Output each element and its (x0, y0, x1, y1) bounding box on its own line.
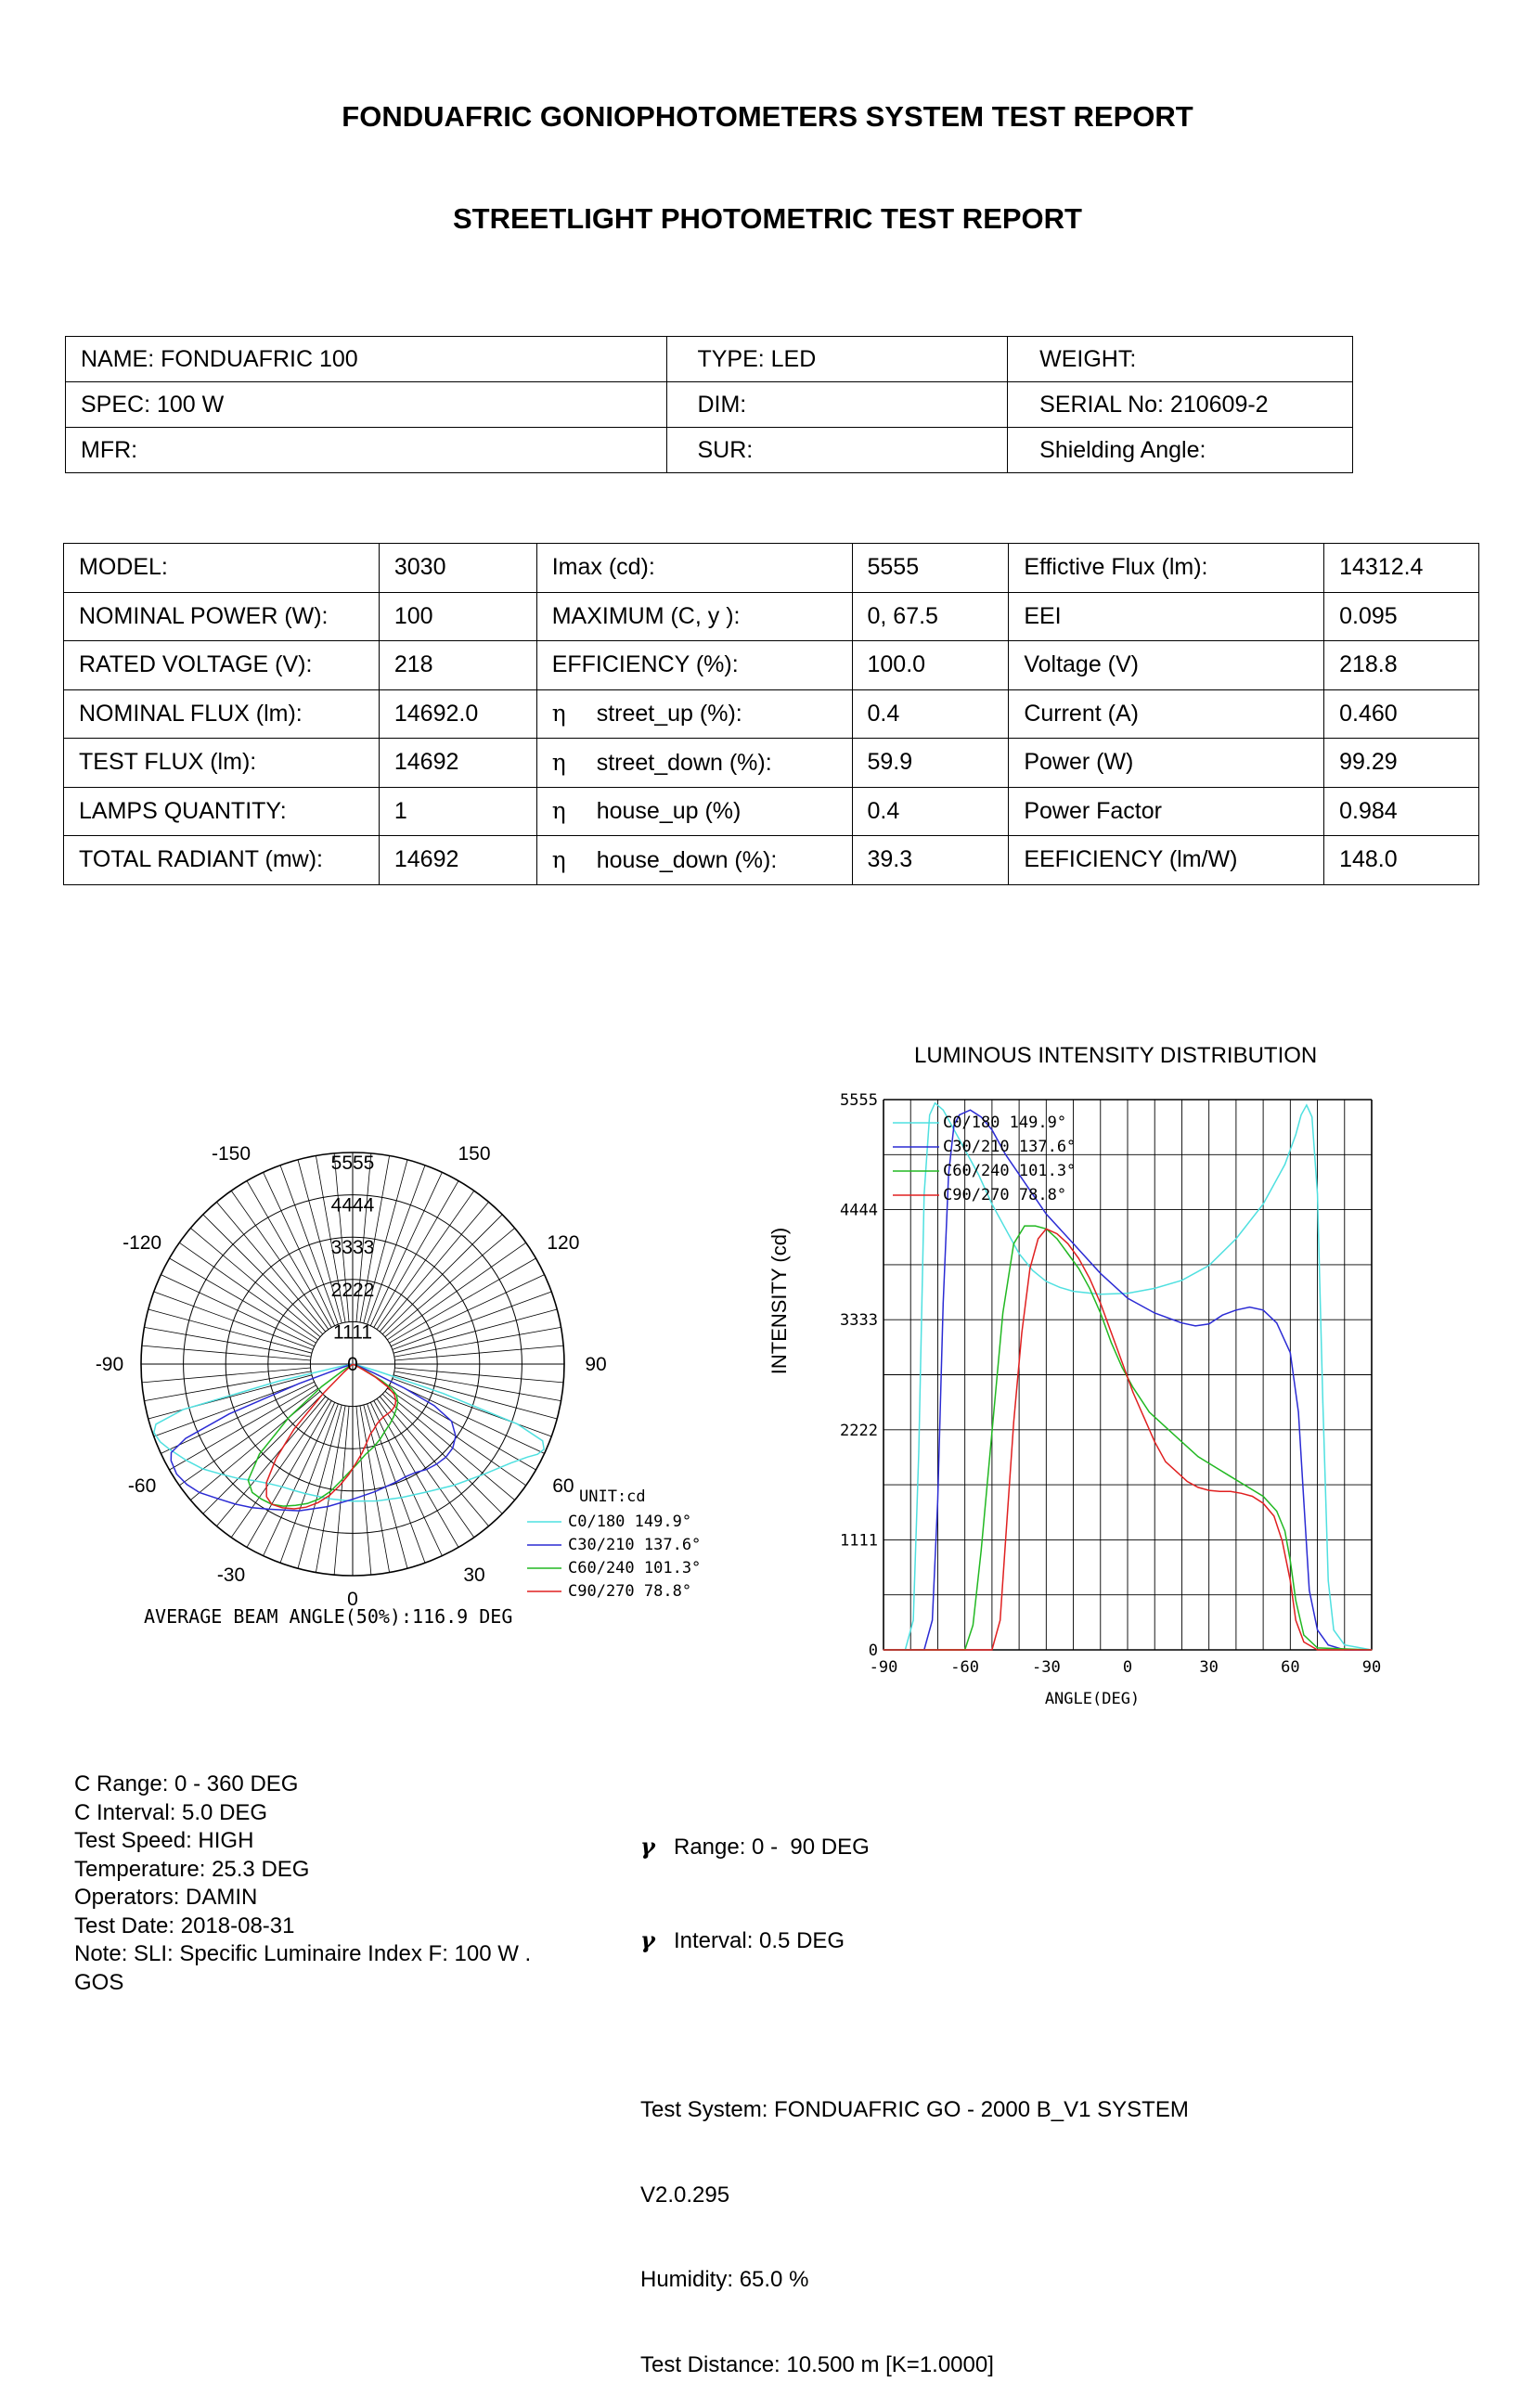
polar-spoke (374, 1181, 458, 1328)
spec-value: 99.29 (1324, 739, 1479, 788)
polar-spoke (316, 1406, 345, 1573)
data-point (1143, 1417, 1144, 1418)
spec-value: 0.095 (1324, 592, 1479, 641)
data-point (970, 1110, 971, 1111)
y-tick-label: 5555 (840, 1091, 878, 1110)
spec-label: TEST FLUX (lm): (64, 739, 380, 788)
polar-spoke (190, 1391, 320, 1500)
data-point (1005, 1540, 1006, 1541)
spec-label: Current (A) (1009, 689, 1324, 739)
data-point (1013, 1243, 1014, 1244)
polar-angle-label: -90 (95, 1354, 124, 1375)
data-point (1241, 1493, 1242, 1494)
spec-label: TOTAL RADIANT (mw): (64, 836, 380, 885)
legend-entry: C60/240 101.3° (943, 1162, 1077, 1180)
data-point (1100, 1303, 1101, 1304)
data-point (1290, 1352, 1291, 1353)
polar-spoke (170, 1258, 316, 1343)
test-distance: Test Distance: 10.500 m [K=1.0000] (640, 2351, 994, 2377)
data-point (1132, 1387, 1133, 1388)
spec-label (536, 787, 852, 836)
data-point (1334, 1629, 1335, 1630)
polar-spoke (264, 1402, 335, 1555)
table-row (64, 787, 1479, 836)
y-tick-label: 2222 (840, 1421, 878, 1440)
software-version: V2.0.295 (640, 2182, 730, 2208)
data-point (1195, 1325, 1196, 1326)
data-point (937, 1500, 938, 1501)
spec-label (536, 836, 852, 885)
data-point (1317, 1647, 1318, 1648)
polar-angle-label: -60 (127, 1475, 157, 1497)
data-point (943, 1303, 944, 1304)
y-tick-label: 0 (868, 1642, 878, 1660)
data-point (1306, 1104, 1307, 1105)
spec-value: 148.0 (1324, 836, 1479, 885)
data-point (1222, 1315, 1223, 1316)
x-tick-label: 60 (1281, 1658, 1300, 1677)
x-axis-label: ANGLE(DEG) (1044, 1690, 1141, 1708)
spec-value: 1 (379, 787, 536, 836)
data-point (1013, 1422, 1014, 1423)
polar-series-curve (154, 1364, 544, 1501)
table-row (66, 428, 1353, 473)
y-tick-label: 4444 (840, 1201, 878, 1220)
polar-spoke (385, 1391, 515, 1500)
info-type: TYPE: LED (667, 337, 1008, 382)
gamma-range-line (640, 1833, 1189, 1862)
table-row (64, 836, 1479, 885)
eta-symbol: η (551, 748, 566, 776)
data-point (1284, 1164, 1285, 1165)
photometric-spec-table (63, 543, 1479, 885)
polar-spoke (380, 1202, 488, 1332)
polar-angle-label: 120 (547, 1232, 580, 1254)
spec-label-text: MAXIMUM (C, y ): (551, 602, 741, 629)
info-line: Note: SLI: Specific Luminaire Index F: 100 W . (74, 1941, 532, 1966)
spec-label: NOMINAL POWER (W): (64, 592, 380, 641)
data-point (883, 1649, 884, 1650)
data-point (1002, 1312, 1003, 1313)
spec-value: 218 (379, 641, 536, 690)
data-point (1317, 1629, 1318, 1630)
spec-value: 0.4 (852, 689, 1009, 739)
polar-spoke (264, 1172, 335, 1325)
data-point (1284, 1530, 1285, 1531)
info-spec: SPEC: 100 W (66, 382, 667, 428)
spec-label: Effictive Flux (lm): (1009, 544, 1324, 593)
data-point (1371, 1649, 1372, 1650)
gamma-interval: Interval: 0.5 DEG (674, 1927, 845, 1953)
info-shielding-angle: Shielding Angle: (1008, 428, 1353, 473)
spec-value: 0.4 (852, 787, 1009, 836)
info-serial: SERIAL No: 210609-2 (1008, 382, 1353, 428)
data-point (1263, 1496, 1264, 1497)
spec-label: Power Factor (1009, 787, 1324, 836)
polar-spoke (393, 1309, 557, 1353)
spec-label: LAMPS QUANTITY: (64, 787, 380, 836)
test-conditions-left (74, 1771, 531, 1997)
data-point (1252, 1496, 1253, 1497)
report-subtitle: STREETLIGHT PHOTOMETRIC TEST REPORT (452, 202, 1082, 235)
spec-value: 100.0 (852, 641, 1009, 690)
data-point (1122, 1367, 1123, 1368)
data-point (991, 1649, 992, 1650)
y-tick-label: 1111 (840, 1531, 878, 1551)
polar-ring-label: 4444 (330, 1194, 375, 1217)
spec-label: NOMINAL FLUX (lm): (64, 689, 380, 739)
info-line: Temperature: 25.3 DEG (74, 1856, 310, 1882)
polar-spoke (389, 1258, 535, 1343)
gamma-symbol: γ (640, 1833, 655, 1860)
polar-angle-label: 150 (458, 1143, 491, 1165)
spec-value: 59.9 (852, 739, 1009, 788)
legend-entry: C30/210 137.6° (568, 1536, 702, 1554)
data-point (1311, 1116, 1312, 1117)
legend-entry: C0/180 149.9° (568, 1513, 692, 1531)
x-tick-label: -60 (950, 1658, 980, 1677)
data-point (1056, 1238, 1057, 1239)
spec-label: RATED VOLTAGE (V): (64, 641, 380, 690)
info-mfr: MFR: (66, 428, 667, 473)
polar-spoke (161, 1275, 314, 1346)
legend-entry: C90/270 78.8° (943, 1186, 1067, 1204)
luminous-intensity-chart (761, 1076, 1411, 1726)
spec-label-text: street_down (%): (596, 749, 772, 776)
spec-label: MODEL: (64, 544, 380, 593)
spec-value: 100 (379, 592, 536, 641)
x-tick-label: 0 (1122, 1658, 1133, 1677)
polar-spoke (247, 1400, 331, 1547)
data-point (1317, 1649, 1318, 1650)
polar-ring-label: 5555 (330, 1152, 375, 1174)
gamma-range: Range: 0 - 90 DEG (674, 1835, 870, 1860)
polar-ring-label: 1111 (332, 1321, 373, 1344)
spec-label (536, 592, 852, 641)
data-point (1073, 1243, 1074, 1244)
polar-spoke (148, 1375, 312, 1419)
data-point (1154, 1441, 1155, 1442)
eta-symbol: η (551, 700, 566, 728)
polar-spoke (380, 1397, 488, 1526)
info-line: GOS (74, 1969, 124, 1995)
data-point (1300, 1114, 1301, 1115)
data-point (1100, 1312, 1101, 1313)
data-point (1073, 1291, 1074, 1292)
data-point (1067, 1253, 1068, 1254)
info-line: Test Date: 2018-08-31 (74, 1912, 295, 1938)
spec-value: 14312.4 (1324, 544, 1479, 593)
data-point (1181, 1322, 1182, 1323)
data-point (1219, 1491, 1220, 1492)
data-point (981, 1551, 982, 1552)
humidity: Humidity: 65.0 % (640, 2267, 809, 2292)
polar-angle-label: -30 (216, 1564, 246, 1586)
polar-spoke (391, 1382, 544, 1453)
data-point (918, 1451, 919, 1452)
spec-label: EEFICIENCY (lm/W) (1009, 836, 1324, 885)
report-title: FONDUAFRIC GONIOPHOTOMETERS SYSTEM TEST REPORT (342, 100, 1193, 133)
data-point (1100, 1273, 1101, 1274)
polar-spoke (148, 1309, 312, 1353)
data-point (1046, 1214, 1047, 1215)
data-point (1019, 1253, 1020, 1254)
data-point (1290, 1580, 1291, 1581)
data-point (1208, 1490, 1209, 1491)
data-point (973, 1625, 974, 1626)
data-point (1181, 1280, 1182, 1281)
data-point (1246, 1486, 1247, 1487)
x-tick-label: -90 (869, 1658, 898, 1677)
table-row (66, 382, 1353, 428)
data-point (913, 1619, 914, 1620)
spec-value: 0, 67.5 (852, 592, 1009, 641)
info-weight: WEIGHT: (1008, 337, 1353, 382)
data-point (1303, 1634, 1304, 1635)
polar-angle-label: 30 (463, 1564, 485, 1586)
polar-spoke (144, 1327, 311, 1357)
info-line: Operators: DAMIN (74, 1885, 258, 1910)
table-row (64, 641, 1479, 690)
spec-label (536, 641, 852, 690)
data-point (1273, 1515, 1274, 1516)
polar-ring-label: 3333 (330, 1237, 375, 1259)
polar-angle-label: -150 (211, 1143, 252, 1165)
data-point (1344, 1644, 1345, 1645)
x-tick-label: -30 (1031, 1658, 1061, 1677)
unit-label: UNIT:cd (579, 1487, 646, 1506)
y-tick-label: 3333 (840, 1311, 878, 1331)
gamma-symbol: γ (640, 1925, 655, 1953)
polar-ring-label: 0 (347, 1354, 358, 1375)
data-point (1046, 1229, 1047, 1230)
x-tick-label: 90 (1361, 1658, 1382, 1677)
polar-spoke (394, 1327, 561, 1357)
data-point (1328, 1644, 1329, 1645)
legend-entry: C60/240 101.3° (568, 1559, 702, 1577)
spec-value: 14692 (379, 739, 536, 788)
data-point (1165, 1426, 1166, 1427)
data-point (1322, 1402, 1323, 1403)
spec-label: Power (W) (1009, 739, 1324, 788)
data-point (1276, 1511, 1277, 1512)
data-point (1032, 1270, 1033, 1271)
data-point (1235, 1309, 1236, 1310)
spec-value: 14692.0 (379, 689, 536, 739)
data-point (1122, 1362, 1123, 1363)
data-point (1181, 1441, 1182, 1442)
test-conditions-right (640, 1776, 1189, 2408)
x-tick-label: 30 (1199, 1658, 1219, 1677)
data-point (1290, 1560, 1291, 1561)
spec-label: Voltage (V) (1009, 641, 1324, 690)
info-sur: SUR: (667, 428, 1008, 473)
table-row (64, 592, 1479, 641)
data-point (1328, 1580, 1329, 1581)
spec-label (536, 689, 852, 739)
legend-entry: C30/210 137.6° (943, 1138, 1077, 1156)
spec-value: 0.984 (1324, 787, 1479, 836)
spec-label (536, 544, 852, 593)
data-point (1111, 1343, 1112, 1344)
legend-entry: C0/180 149.9° (943, 1114, 1067, 1132)
polar-spoke (190, 1228, 320, 1336)
info-line: Test Speed: HIGH (74, 1828, 254, 1853)
data-point (1149, 1411, 1150, 1412)
data-point (1276, 1322, 1277, 1323)
test-system: Test System: FONDUAFRIC GO - 2000 B_V1 SYSTEM (640, 2097, 1189, 2122)
y-axis-label: INTENSITY (cd) (768, 1227, 791, 1375)
data-point (1056, 1233, 1057, 1234)
polar-ring-label: 2222 (330, 1279, 375, 1301)
data-point (1132, 1392, 1133, 1393)
polar-spoke (391, 1275, 544, 1346)
spec-label (536, 739, 852, 788)
polar-angle-label: 60 (552, 1475, 574, 1497)
data-point (1235, 1238, 1236, 1239)
spec-label-text: EFFICIENCY (%): (551, 651, 739, 678)
spec-label-text: street_up (%): (596, 701, 742, 728)
table-row (64, 544, 1479, 593)
polar-spoke (370, 1402, 442, 1555)
data-point (1303, 1500, 1304, 1501)
data-point (1298, 1411, 1299, 1412)
polar-angle-label: 90 (585, 1354, 607, 1375)
polar-spoke (170, 1385, 316, 1470)
eta-symbol: η (551, 845, 566, 873)
polar-spoke (370, 1172, 442, 1325)
data-point (991, 1432, 992, 1433)
table-row (64, 689, 1479, 739)
info-line: C Interval: 5.0 DEG (74, 1799, 268, 1825)
spec-label: EEI (1009, 592, 1324, 641)
data-point (1154, 1288, 1155, 1289)
polar-spoke (385, 1228, 515, 1336)
polar-spoke (389, 1385, 535, 1470)
polar-angle-label: -120 (123, 1232, 162, 1254)
data-point (1197, 1456, 1198, 1457)
polar-spoke (374, 1400, 458, 1547)
data-point (1035, 1226, 1036, 1227)
data-point (943, 1110, 944, 1111)
data-point (1127, 1297, 1128, 1298)
data-point (1282, 1540, 1283, 1541)
table-row (64, 739, 1479, 788)
spec-value: 39.3 (852, 836, 1009, 885)
data-point (1067, 1243, 1068, 1244)
data-point (1263, 1309, 1264, 1310)
data-point (1005, 1229, 1006, 1230)
polar-spoke (216, 1202, 325, 1332)
info-name: NAME: FONDUAFRIC 100 (66, 337, 667, 382)
spec-value: 3030 (379, 544, 536, 593)
chart-title: LUMINOUS INTENSITY DISTRIBUTION (914, 1043, 1318, 1068)
polar-spoke (247, 1181, 331, 1328)
spec-value: 5555 (852, 544, 1009, 593)
spec-value: 218.8 (1324, 641, 1479, 690)
data-point (1208, 1323, 1209, 1324)
data-point (1024, 1226, 1025, 1227)
spec-value: 0.460 (1324, 689, 1479, 739)
info-dim: DIM: (667, 382, 1008, 428)
spec-label-text: house_down (%): (596, 846, 778, 873)
table-row (66, 337, 1353, 382)
spec-label-text: house_up (%) (596, 798, 742, 825)
data-point (1263, 1502, 1264, 1503)
gamma-interval-line (640, 1926, 1189, 1956)
data-point (929, 1114, 930, 1115)
spec-value: 14692 (379, 836, 536, 885)
data-point (1208, 1265, 1209, 1266)
data-point (1078, 1258, 1079, 1259)
data-point (1230, 1491, 1231, 1492)
data-point (1187, 1481, 1188, 1482)
polar-angle-label: 0 (347, 1589, 358, 1610)
data-point (932, 1619, 933, 1620)
legend-entry: C90/270 78.8° (568, 1582, 692, 1601)
data-point (1214, 1466, 1215, 1467)
info-line: C Range: 0 - 360 DEG (74, 1771, 299, 1796)
spec-label-text: Imax (cd): (551, 554, 655, 581)
average-beam-angle: AVERAGE BEAM ANGLE(50%):116.9 DEG (144, 1605, 513, 1628)
polar-intensity-diagram (93, 1137, 798, 1656)
data-point (1127, 1293, 1128, 1294)
eta-symbol: η (551, 797, 566, 825)
data-point (1230, 1476, 1231, 1477)
data-point (1154, 1312, 1155, 1313)
data-point (1059, 1287, 1060, 1288)
luminaire-info-table (65, 336, 1353, 473)
data-point (1176, 1471, 1177, 1472)
data-point (1317, 1193, 1318, 1194)
